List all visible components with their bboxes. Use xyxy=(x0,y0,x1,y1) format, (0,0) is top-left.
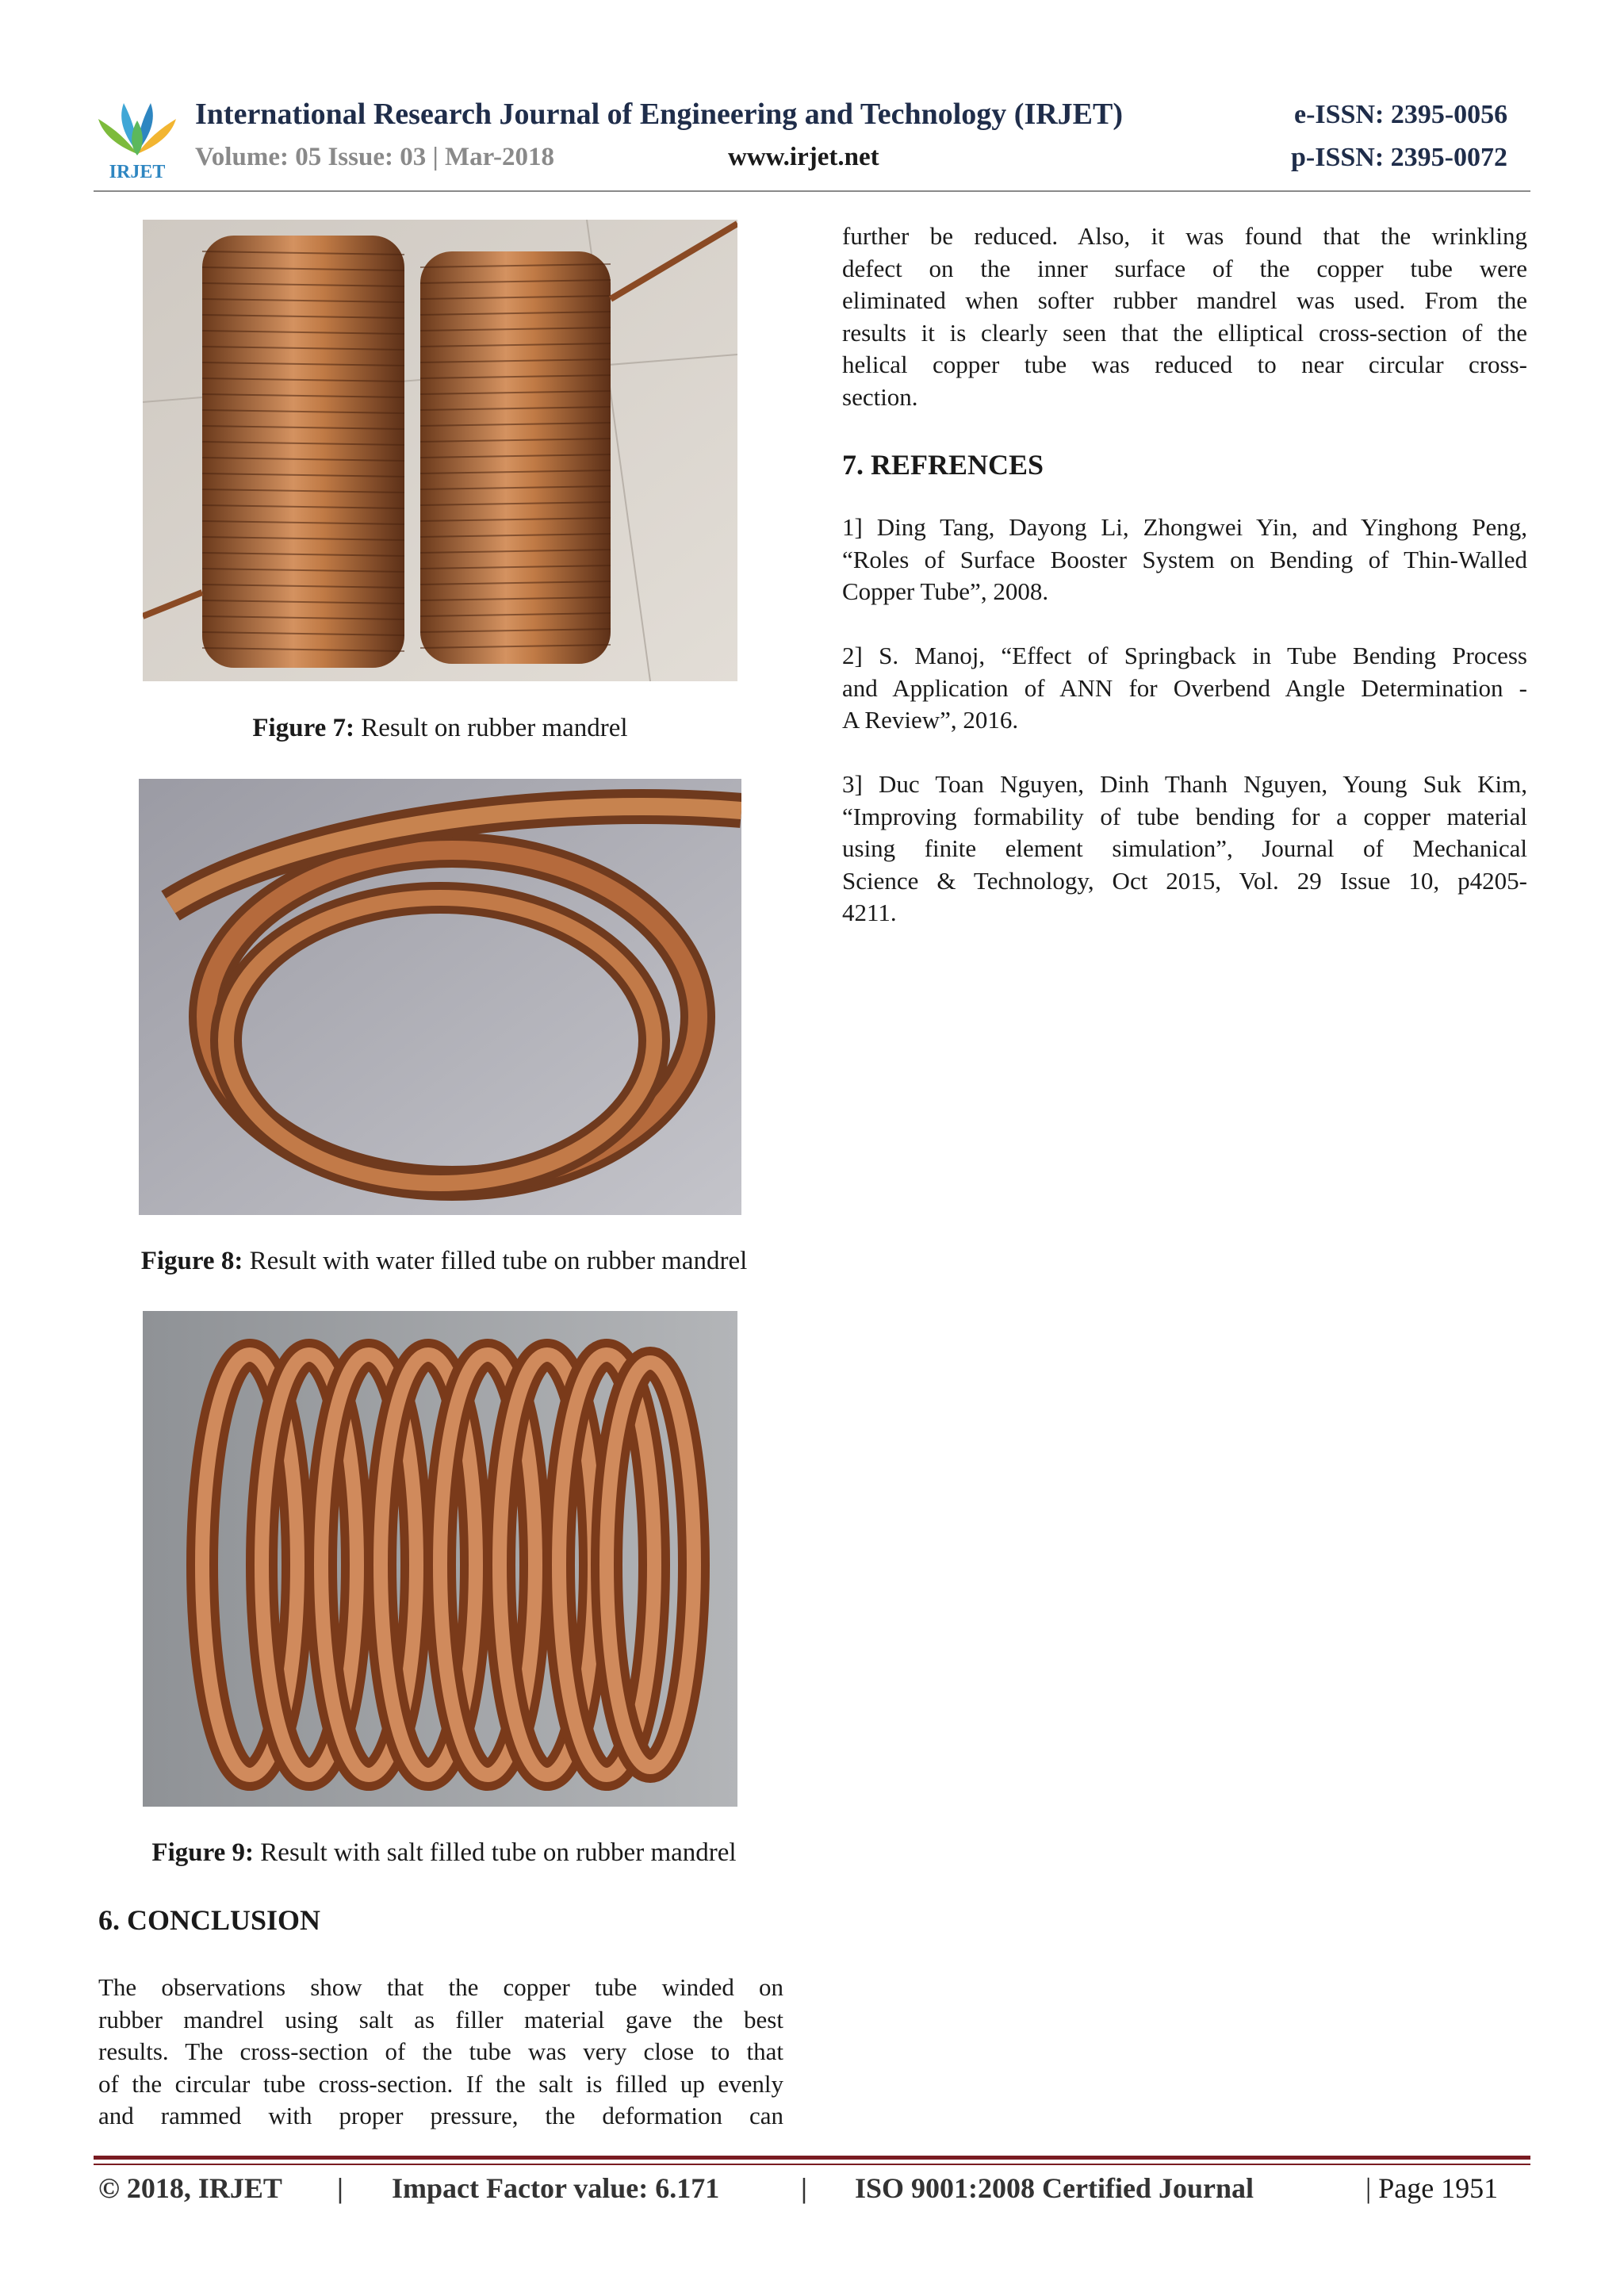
reference-line: Copper Tube”, 2008. xyxy=(842,577,1049,605)
reference-line: and Application of ANN for Overbend Angle Determination - xyxy=(842,673,1527,702)
irjet-logo xyxy=(94,89,181,184)
figure-7-image xyxy=(143,220,737,681)
conclusion-line: defect on the inner surface of the copper tube were xyxy=(842,254,1527,282)
conclusion-heading: 6. CONCLUSION xyxy=(98,1904,321,1936)
figure-9-label: Figure 9: xyxy=(151,1838,255,1867)
footer-iso: ISO 9001:2008 Certified Journal xyxy=(855,2172,1254,2204)
logo-text: IRJET xyxy=(109,162,166,182)
figure-9-caption xyxy=(79,1838,809,1868)
conclusion-line: helical copper tube was reduced to near circular cross- xyxy=(842,351,1527,378)
journal-title: International Research Journal of Engineering and Technology (IRJET) xyxy=(195,98,1124,131)
figure-7-label: Figure 7: xyxy=(252,714,355,742)
conclusion-line: rubber mandrel using salt as filler material gave the best xyxy=(98,2005,783,2033)
footer-divider-thin xyxy=(94,2164,1530,2165)
footer-impact-factor: Impact Factor value: 6.171 xyxy=(392,2172,720,2204)
reference-line: 3] Duc Toan Nguyen, Dinh Thanh Nguyen, Young Suk Kim, xyxy=(842,770,1527,798)
figure-8-label: Figure 8: xyxy=(140,1247,243,1275)
footer-separator: | xyxy=(337,2172,343,2204)
journal-website: www.irjet.net xyxy=(728,143,879,171)
reference-line: 2] S. Manoj, “Effect of Springback in Tube Bending Process xyxy=(842,642,1527,669)
p-issn: p-ISSN: 2395-0072 xyxy=(1291,143,1507,172)
footer-divider xyxy=(94,2156,1530,2160)
reference-line: “Roles of Surface Booster System on Bending of Thin-Walled xyxy=(842,545,1527,573)
header-divider xyxy=(94,190,1530,192)
reference-line: Science & Technology, Oct 2015, Vol. 29 Issue 10, p4205- xyxy=(842,866,1527,895)
conclusion-line: section. xyxy=(842,382,918,411)
footer-page-number: | Page 1951 xyxy=(1365,2172,1499,2204)
figure-9-text: Result with salt filled tube on rubber mandrel xyxy=(254,1838,737,1867)
reference-line: 1] Ding Tang, Dayong Li, Zhongwei Yin, and Yinghong Peng, xyxy=(842,513,1527,541)
volume-issue: Volume: 05 Issue: 03 | Mar-2018 xyxy=(195,143,555,171)
conclusion-line: results it is clearly seen that the elliptical cross-section of the xyxy=(842,318,1527,347)
figure-8-text: Result with water filled tube on rubber mandrel xyxy=(243,1247,748,1275)
conclusion-line: results. The cross-section of the tube was very close to that xyxy=(98,2037,783,2065)
reference-item xyxy=(842,640,1527,737)
figure-8-image xyxy=(139,779,741,1215)
figure-8-caption xyxy=(79,1247,809,1276)
figure-7-text: Result on rubber mandrel xyxy=(354,714,628,742)
conclusion-line: further be reduced. Also, it was found that the wrinkling xyxy=(842,222,1527,250)
reference-line: 4211. xyxy=(842,899,897,926)
footer-separator: | xyxy=(801,2172,807,2204)
figure-7-caption xyxy=(143,714,737,743)
conclusion-paragraph xyxy=(98,1972,783,2133)
footer-copyright: © 2018, IRJET xyxy=(98,2172,282,2204)
reference-line: using finite element simulation”, Journal of Mechanical xyxy=(842,834,1527,862)
e-issn: e-ISSN: 2395-0056 xyxy=(1294,100,1508,129)
conclusion-line: and rammed with proper pressure, the deformation can xyxy=(98,2102,783,2129)
conclusion-line: of the circular tube cross-section. If the salt is filled up evenly xyxy=(98,2069,783,2098)
figure-9-image xyxy=(143,1311,737,1807)
conclusion-line: The observations show that the copper tube winded on xyxy=(98,1973,783,2001)
reference-item xyxy=(842,512,1527,608)
reference-line: A Review”, 2016. xyxy=(842,706,1019,734)
references-heading: 7. REFRENCES xyxy=(842,449,1044,481)
conclusion-line: eliminated when softer rubber mandrel was used. From the xyxy=(842,286,1527,314)
reference-item xyxy=(842,769,1527,930)
conclusion-continued-paragraph xyxy=(842,220,1527,413)
reference-line: “Improving formability of tube bending for a copper material xyxy=(842,802,1527,830)
